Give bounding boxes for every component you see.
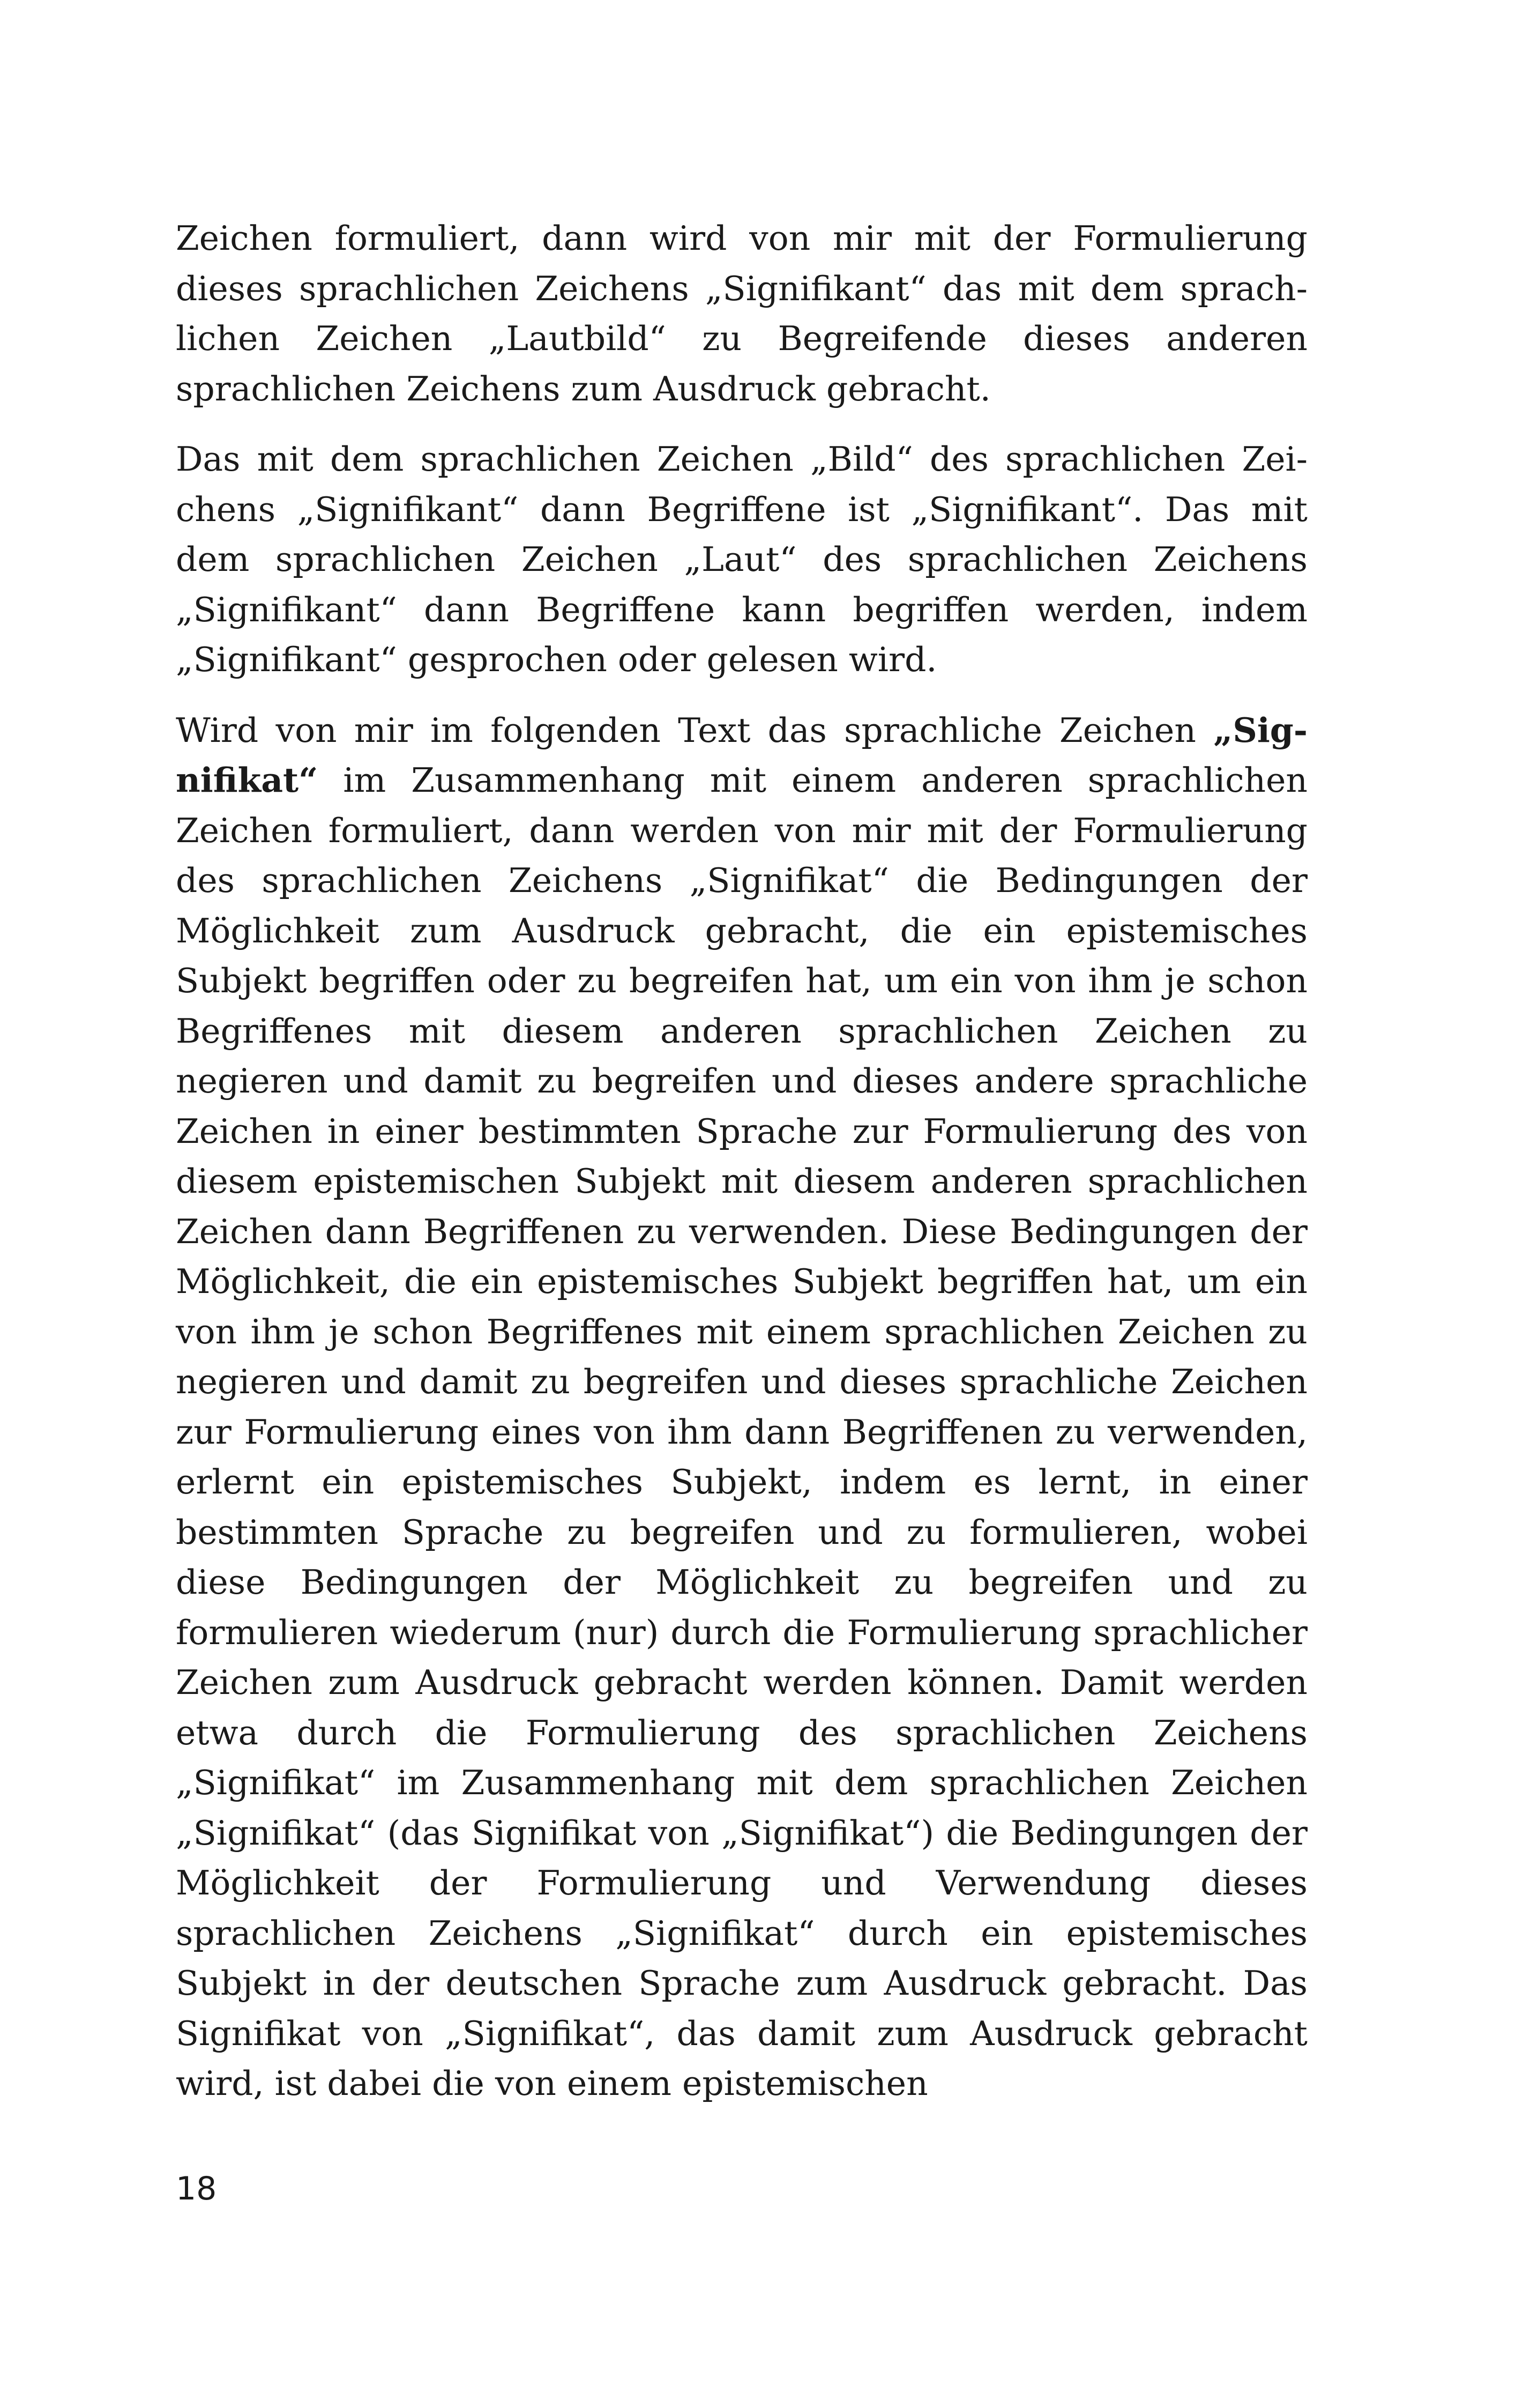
- paragraph: [176, 434, 1308, 685]
- page-body: [176, 213, 1308, 2109]
- text-run: Zeichen formuliert, dann wird von mir mit der Formulierung dieses sprachlichen Zeichens „Signifikant“ das mit dem sprachlichen Zeichen „Lautbild“ zu Begreifende dieses anderen sprachlichen Zeichens zum Ausdruck gebracht.: [176, 219, 1308, 408]
- paragraph: [176, 213, 1308, 414]
- bold-term: „Signifikat“: [176, 710, 1308, 800]
- text-run: Wird von mir im folgenden Text das sprachliche Zeichen: [176, 710, 1214, 750]
- text-run: Das mit dem sprachlichen Zeichen „Bild“ des sprachlichen Zeichens „Signifikant“ dann Begriffene ist „Signifikant“. Das mit dem sprachlichen Zeichen „Laut“ des sprachlichen Zeichens „Signifikant“ dann Begriffene kann begriffen werden, indem „Signifikant“ gesprochen oder gelesen wird.: [176, 440, 1308, 679]
- page-number: 18: [176, 2170, 217, 2208]
- text-run: im Zusammenhang mit einem anderen sprachlichen Zeichen formuliert, dann werden von mir mit der Formulierung des sprachlichen Zeichens „Signifikat“ die Bedingungen der Möglichkeit zum Ausdruck gebracht, die ein epistemisches Subjekt begriffen oder zu begreifen hat, um ein von ihm je schon Begriffenes mit diesem anderen sprachlichen Zeichen zu negieren und damit zu begreifen und dieses andere sprachliche Zeichen in einer bestimmten Sprache zur Formulierung des von diesem epistemischen Subjekt mit diesem anderen sprachlichen Zeichen dann Begriffenen zu verwenden. Diese Bedingungen der Möglichkeit, die ein epistemisches Subjekt begriffen hat, um ein von ihm je schon Begriffenes mit einem sprachlichen Zeichen zu negieren und damit zu begreifen und dieses sprachliche Zeichen zur Formulierung eines von ihm dann Begriffenen zu verwenden, erlernt ein epistemisches Subjekt, indem es lernt, in einer bestimmten Sprache zu begreifen und zu formulieren, wobei diese Bedingungen der Möglichkeit zu begreifen und zu formulieren wiederum (nur) durch die Formulierung sprachlicher Zeichen zum Ausdruck gebracht werden können. Damit werden etwa durch die Formulierung des sprachlichen Zeichens „Signifikat“ im Zusammenhang mit dem sprachlichen Zeichen „Signifikat“ (das Signifikat von „Signifikat“) die Bedingungen der Möglichkeit der Formulierung und Verwendung dieses sprachlichen Zeichens „Signifikat“ durch ein epistemisches Subjekt in der deutschen Sprache zum Ausdruck gebracht. Das Signifikat von „Signifikat“, das damit zum Ausdruck gebracht wird, ist dabei die von einem epistemischen: [176, 761, 1308, 2103]
- paragraph: [176, 705, 1308, 2109]
